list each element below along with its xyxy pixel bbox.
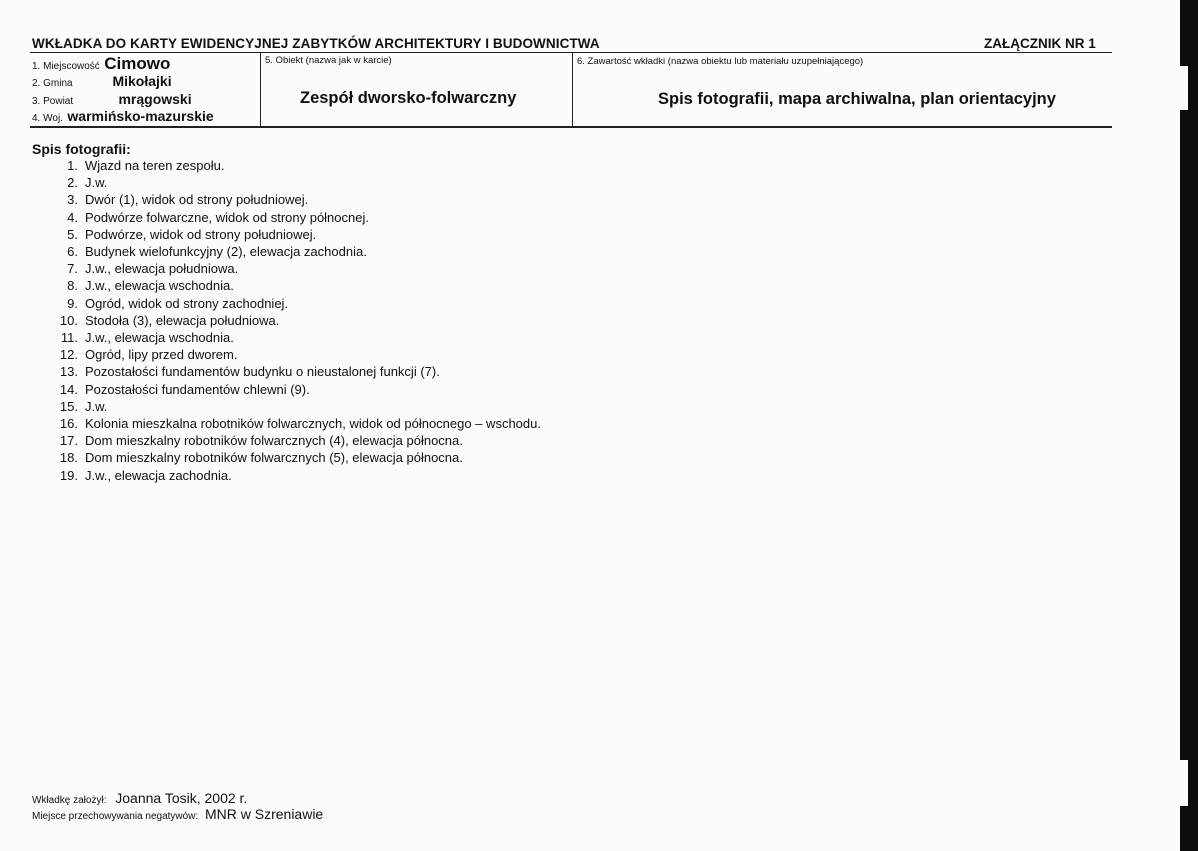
photo-list-item (54, 243, 541, 260)
photo-item-text: J.w. (85, 398, 108, 414)
author-label: Wkładkę założył: (32, 795, 107, 806)
photo-list-item (54, 277, 541, 294)
photo-item-number: 11. (60, 330, 78, 346)
photo-item-number: 4. (67, 209, 78, 225)
photo-list-item (54, 312, 541, 329)
photo-item-number: 19. (59, 467, 78, 483)
photo-item-number: 7. (67, 261, 78, 277)
photo-item-text: Kolonia mieszkalna robotników folwarcznych, widok od północnego – wschodu. (85, 416, 541, 432)
photo-list-item (54, 157, 541, 174)
commune-value: Mikołajki (112, 73, 172, 89)
photo-list-item (54, 398, 541, 415)
object-value: Zespół dworsko-folwarczny (300, 89, 517, 107)
photo-item-number: 2. (67, 175, 78, 191)
photo-item-text: Dwór (1), widok od strony południowej. (85, 192, 309, 208)
province-label: 4. Woj. (32, 113, 63, 124)
place-value: Cimowo (104, 54, 171, 73)
photo-list-item (54, 467, 541, 484)
photo-item-text: J.w. (85, 175, 108, 191)
photo-list-item (54, 209, 541, 226)
province-value: warmińsko-mazurskie (67, 108, 214, 124)
photo-item-text: Budynek wielofunkcyjny (2), elewacja zachodnia. (85, 244, 367, 260)
photo-item-number: 6. (67, 244, 78, 260)
header-top-rule (30, 52, 1112, 53)
photo-item-number: 12. (59, 347, 78, 363)
photo-item-text: Dom mieszkalny robotników folwarcznych (4), elewacja północna. (85, 433, 463, 449)
photo-list-item (54, 346, 541, 363)
photo-item-number: 3. (67, 192, 78, 208)
photo-list-item (54, 191, 541, 208)
photo-item-text: J.w., elewacja zachodnia. (85, 467, 232, 483)
photo-item-text: J.w., elewacja południowa. (85, 261, 239, 277)
author-line (32, 790, 247, 806)
photo-item-text: Stodoła (3), elewacja południowa. (85, 312, 280, 328)
photo-item-number: 9. (67, 295, 78, 311)
column-divider-2 (572, 52, 573, 126)
photo-item-number: 8. (67, 278, 78, 294)
place-field (32, 54, 170, 74)
photo-list-item (54, 226, 541, 243)
county-label: 3. Powiat (32, 96, 74, 107)
photo-list-item (54, 295, 541, 312)
photo-item-text: Pozostałości fundamentów chlewni (9). (85, 381, 310, 397)
photo-item-number: 14. (59, 381, 78, 397)
photo-item-number: 5. (67, 226, 78, 242)
author-value: Joanna Tosik, 2002 r. (115, 790, 248, 806)
photo-item-text: Pozostałości fundamentów budynku o nieustalonej funkcji (7). (85, 364, 440, 380)
photo-list-title: Spis fotografii: (32, 141, 131, 157)
photo-item-number: 17. (59, 433, 78, 449)
object-label: 5. Obiekt (nazwa jak w karcie) (265, 55, 392, 66)
storage-line (32, 806, 323, 822)
contents-label: 6. Zawartość wkładki (nazwa obiektu lub materiału uzupełniającego) (577, 56, 864, 67)
photo-item-text: Podwórze folwarczne, widok od strony północnej. (85, 209, 369, 225)
commune-field (32, 73, 172, 91)
province-field (32, 108, 214, 126)
photo-list-item (54, 449, 541, 466)
photo-item-text: J.w., elewacja wschodnia. (85, 278, 234, 294)
column-divider-1 (260, 52, 261, 126)
photo-item-text: Ogród, lipy przed dworem. (85, 347, 238, 363)
photo-item-number: 18. (59, 450, 78, 466)
storage-value: MNR w Szreniawie (204, 806, 324, 822)
photo-item-text: J.w., elewacja wschodnia. (85, 330, 234, 346)
photo-item-number: 16. (59, 416, 78, 432)
county-field (32, 91, 192, 109)
place-label: 1. Miejscowość (32, 61, 100, 72)
photo-list-item (54, 381, 541, 398)
scan-edge (1180, 0, 1198, 851)
photo-item-text: Ogród, widok od strony zachodniej. (85, 295, 289, 311)
county-value: mrągowski (118, 91, 192, 107)
header-bottom-rule (30, 126, 1112, 128)
photo-list-item (54, 329, 541, 346)
document-title: WKŁADKA DO KARTY EWIDENCYJNEJ ZABYTKÓW ARCHITEKTURY I BUDOWNICTWA (32, 36, 600, 51)
photo-list-item (54, 260, 541, 277)
photo-item-number: 1. (67, 158, 78, 173)
photo-list (54, 157, 541, 484)
photo-item-text: Dom mieszkalny robotników folwarcznych (5), elewacja północna. (85, 450, 463, 466)
photo-list-item (54, 174, 541, 191)
contents-value: Spis fotografii, mapa archiwalna, plan orientacyjny (658, 90, 1056, 108)
photo-item-number: 10. (59, 312, 78, 328)
annex-number: ZAŁĄCZNIK NR 1 (984, 36, 1096, 51)
photo-item-number: 15. (59, 398, 78, 414)
storage-label: Miejsce przechowywania negatywów: (32, 811, 199, 822)
photo-item-number: 13. (59, 364, 78, 380)
photo-list-item (54, 415, 541, 432)
photo-item-text: Podwórze, widok od strony południowej. (85, 226, 317, 242)
photo-list-item (54, 432, 541, 449)
photo-item-text: Wjazd na teren zespołu. (85, 158, 225, 173)
commune-label: 2. Gmina (32, 78, 73, 89)
photo-list-item (54, 363, 541, 380)
